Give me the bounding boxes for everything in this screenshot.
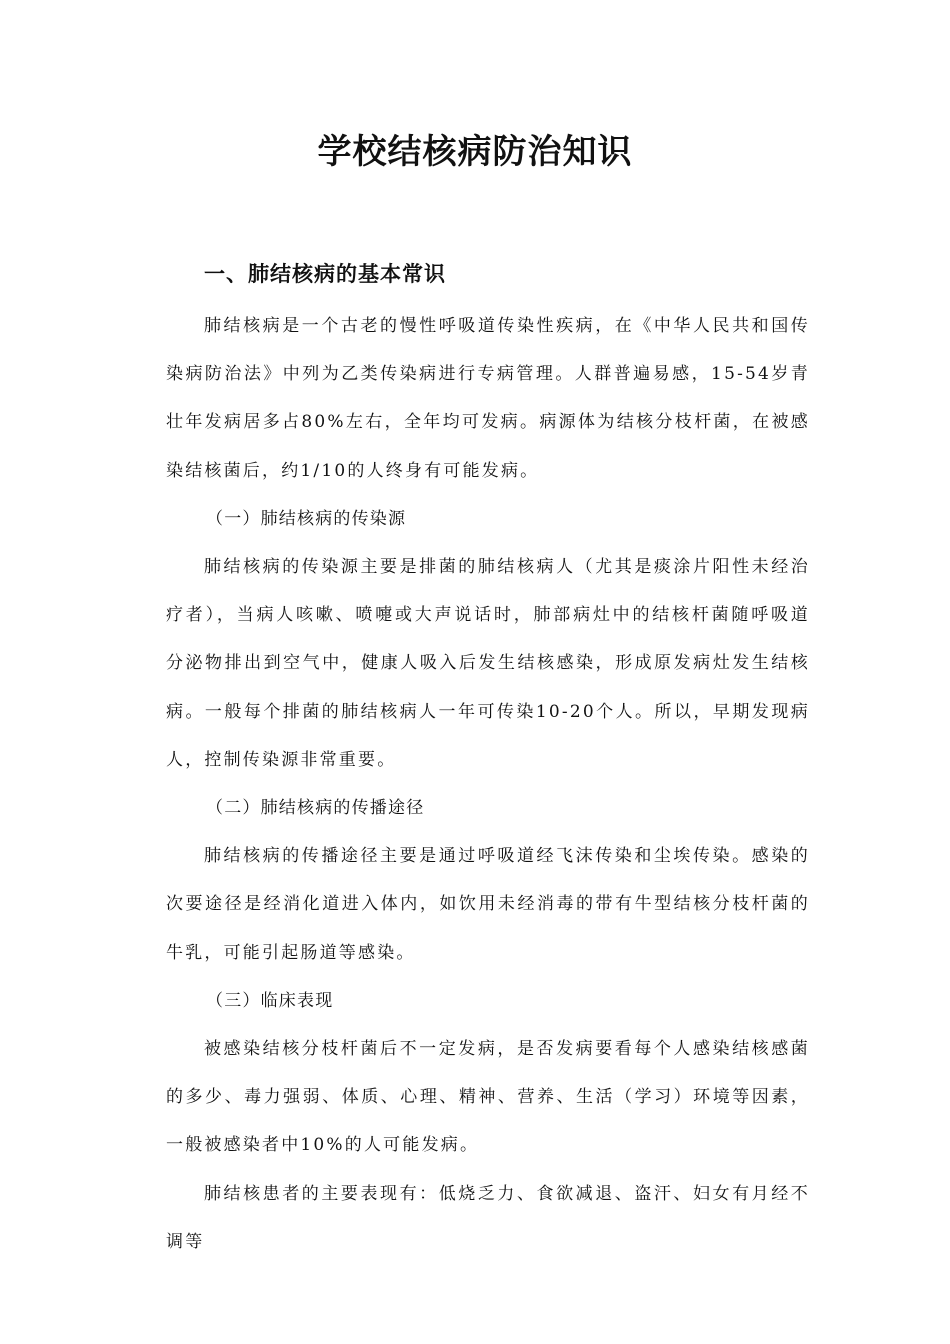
paragraph-clinical-symptoms-2: 肺结核患者的主要表现有：低烧乏力、食欲减退、盗汗、妇女有月经不调等	[166, 1183, 810, 1252]
paragraph-infection-source: 肺结核病的传染源主要是排菌的肺结核病人（尤其是痰涂片阳性未经治疗者），当病人咳嗽、喷嚏或大声说话时，肺部病灶中的结核杆菌随呼吸道分泌物排出到空气中，健康人吸入后发生结核感染，形成原发病灶发生结核病。一般每个排菌的肺结核病人一年可传染10-20个人。所以，早期发现病人，控制传染源非常重要。	[166, 557, 810, 770]
subheading-infection-source: （一）肺结核病的传染源	[206, 508, 407, 529]
section-heading: 一、肺结核病的基本常识	[204, 261, 446, 286]
page-title: 学校结核病防治知识	[317, 132, 633, 172]
subheading-transmission-route: （二）肺结核病的传播途径	[206, 798, 425, 819]
document-body	[166, 302, 810, 1266]
paragraph-clinical-symptoms-1: 被感染结核分枝杆菌后不一定发病，是否发病要看每个人感染结核感菌的多少、毒力强弱、体质、心理、精神、营养、生活（学习）环境等因素，一般被感染者中10%的人可能发病。	[166, 1039, 810, 1156]
subheading-clinical-symptoms: （三）临床表现	[206, 990, 334, 1011]
paragraph-transmission-route: 肺结核病的传播途径主要是通过呼吸道经飞沫传染和尘埃传染。感染的次要途径是经消化道进入体内，如饮用未经消毒的带有牛型结核分枝杆菌的牛乳，可能引起肠道等感染。	[166, 846, 810, 963]
intro-paragraph: 肺结核病是一个古老的慢性呼吸道传染性疾病，在《中华人民共和国传染病防治法》中列为乙类传染病进行专病管理。人群普遍易感，15-54岁青壮年发病居多占80%左右，全年均可发病。病源体为结核分枝杆菌，在被感染结核菌后，约1/10的人终身有可能发病。	[166, 316, 810, 481]
